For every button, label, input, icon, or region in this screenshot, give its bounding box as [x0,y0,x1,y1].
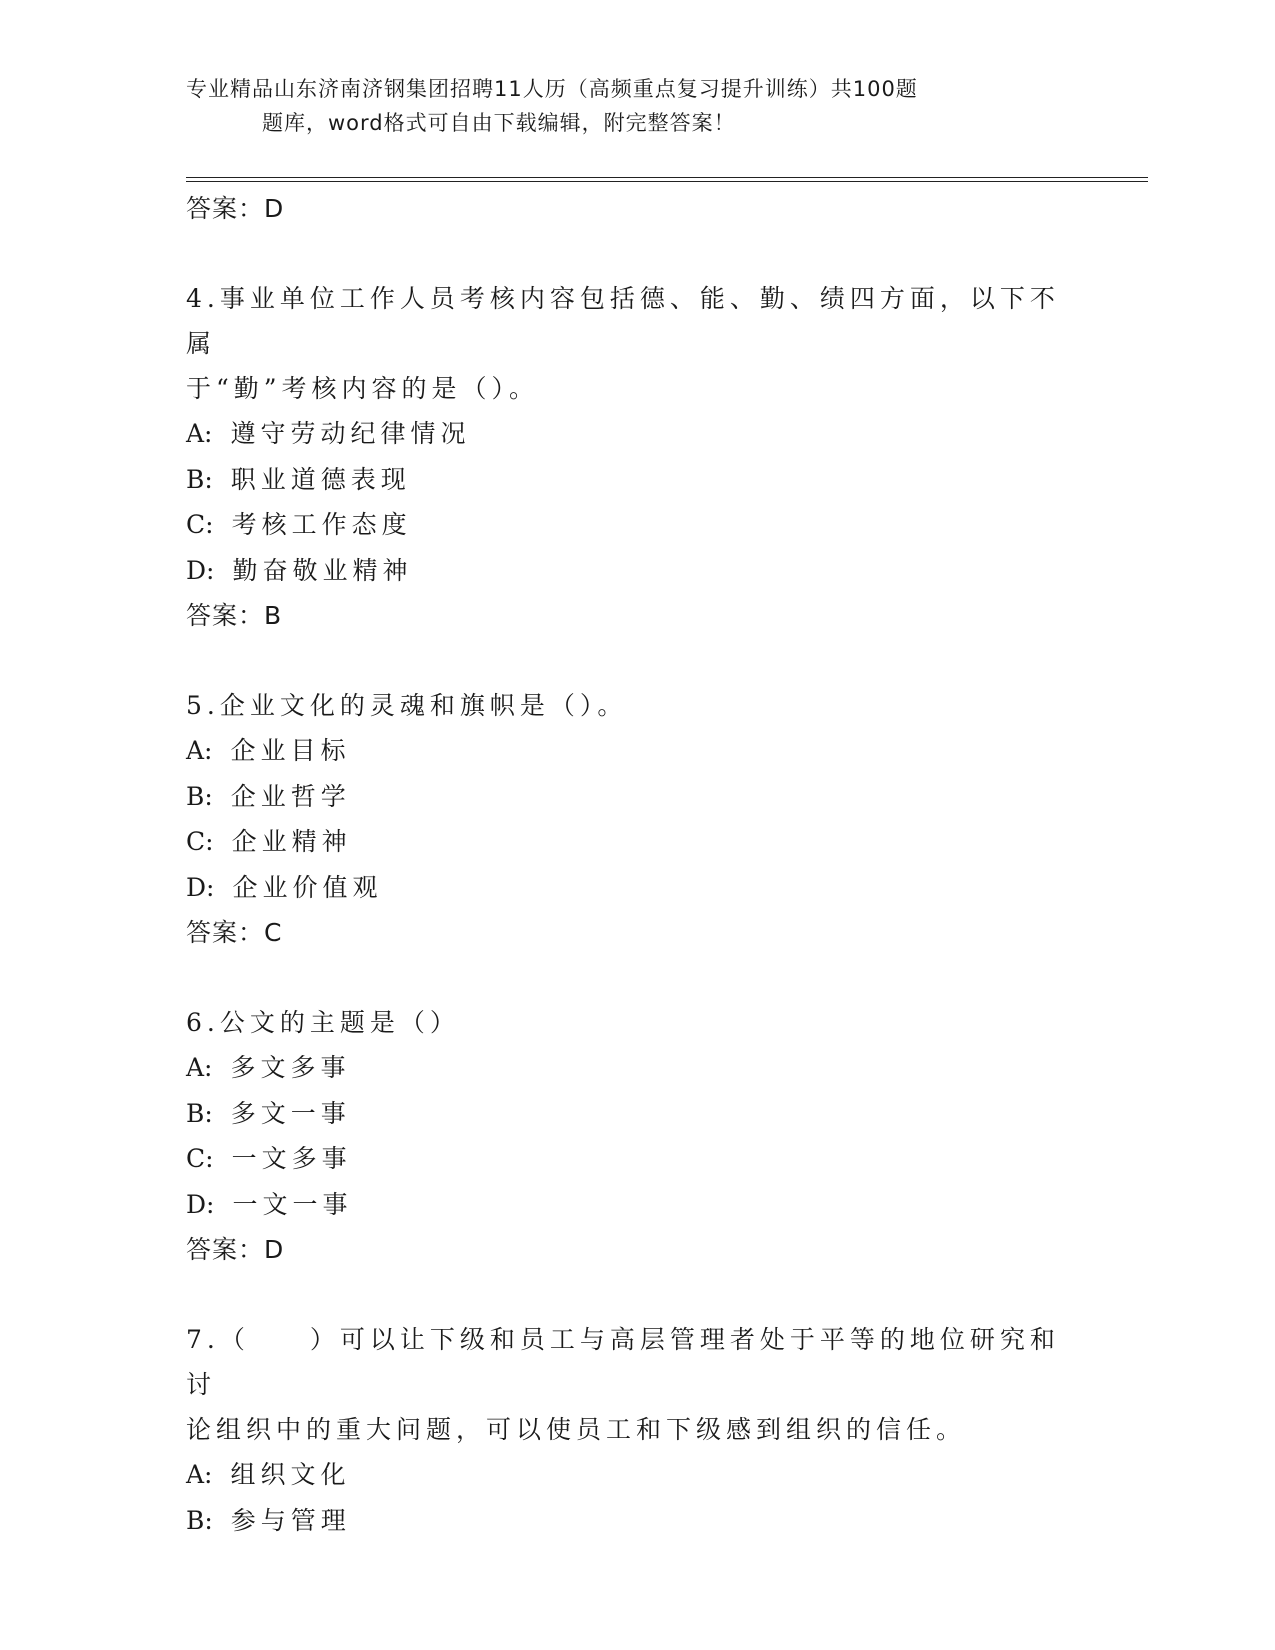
question-text-line: 6.公文的主题是（） [186,1008,460,1037]
question-list [186,186,1086,1543]
option-key: B: [186,1505,213,1535]
header-line-2: 题库，word格式可自由下载编辑，附完整答案！ [262,111,736,135]
option-text: 企业目标 [230,736,351,765]
answer-line: 答案：D [186,194,285,223]
option-c [186,1136,1086,1182]
option-key: A: [186,736,213,765]
option-key: A: [186,1460,213,1489]
question-text-line: 5.企业文化的灵魂和旗帜是（）。 [186,691,628,720]
question-text [186,276,1066,411]
option-a [186,1045,1086,1091]
header-rule-bottom [186,181,1148,182]
option-text: 组织文化 [230,1460,351,1489]
option-b [186,457,1086,503]
question-4 [186,276,1086,639]
option-key: A: [186,1053,213,1082]
option-text: 企业价值观 [232,872,383,902]
header-line-1: 专业精品山东济南济钢集团招聘11人历（高频重点复习提升训练）共100题 [186,77,918,101]
option-key: A: [186,419,213,448]
option-text: 参与管理 [230,1505,351,1535]
option-d [186,548,1086,594]
option-c [186,819,1086,865]
document-header [186,72,1086,140]
question-text-line: 论组织中的重大问题，可以使员工和下级感到组织的信任。 [186,1415,967,1444]
option-key: C: [186,1144,214,1173]
question-6 [186,1000,1086,1273]
option-d [186,1182,1086,1228]
option-a [186,1452,1086,1498]
option-text: 企业哲学 [230,781,351,811]
option-key: C: [186,510,214,539]
option-key: B: [186,781,213,811]
option-text: 企业精神 [231,827,352,856]
option-key: B: [186,464,213,494]
option-a [186,411,1086,457]
question-text-line: 7.（ ）可以让下级和员工与高层管理者处于平等的地位研究和讨 [186,1325,1060,1399]
option-text: 考核工作态度 [231,510,412,539]
option-b [186,1498,1086,1544]
option-text: 遵守劳动纪律情况 [230,419,471,448]
question-text-line: 于“勤”考核内容的是（）。 [186,374,540,403]
option-text: 职业道德表现 [230,464,411,494]
question-text-line: 4.事业单位工作人员考核内容包括德、能、勤、绩四方面，以下不属 [186,284,1060,358]
option-key: D: [186,872,215,902]
option-b [186,1091,1086,1137]
option-key: D: [186,1189,215,1219]
question-5 [186,683,1086,956]
option-text: 多文一事 [230,1098,351,1128]
option-a [186,728,1086,774]
answer-line: 答案：D [186,1235,285,1264]
option-key: B: [186,1098,213,1128]
option-key: D: [186,555,215,585]
option-c [186,502,1086,548]
answer-line: 答案：C [186,918,283,947]
option-text: 多文多事 [230,1053,351,1082]
option-text: 勤奋敬业精神 [232,555,413,585]
option-text: 一文多事 [231,1144,352,1173]
question-text [186,1000,1066,1045]
option-text: 一文一事 [232,1189,353,1219]
option-key: C: [186,827,214,856]
option-b [186,774,1086,820]
option-d [186,865,1086,911]
header-rule-top [186,177,1148,178]
question-text [186,683,1066,728]
answer-line: 答案：B [186,601,283,630]
question-7 [186,1317,1086,1543]
question-text [186,1317,1066,1452]
